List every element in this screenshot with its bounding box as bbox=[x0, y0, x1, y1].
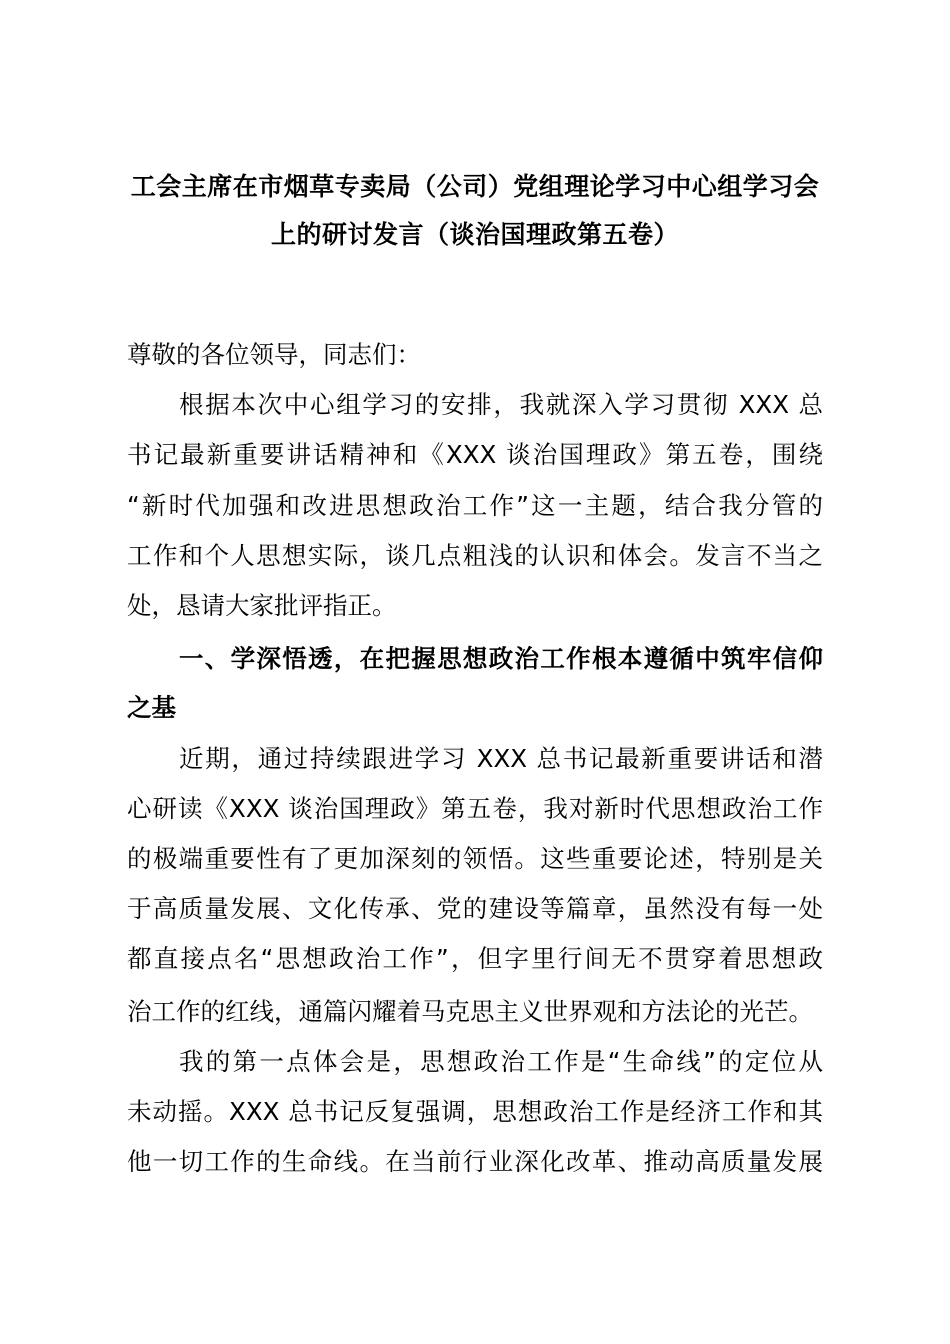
paragraph-line: 尊敬的各位领导，同志们： bbox=[127, 340, 421, 369]
paragraph-line: 于高质量发展、文化传承、党的建设等篇章，虽然没有每一处 bbox=[127, 894, 823, 923]
paragraph-line: 工作和个人思想实际，谈几点粗浅的认识和体会。发言不当之 bbox=[127, 541, 823, 570]
section-heading-line: 之基 bbox=[127, 693, 176, 722]
paragraph-line: 未动摇。XXX 总书记反复强调，思想政治工作是经济工作和其 bbox=[127, 1097, 823, 1126]
paragraph-line: 根据本次中心组学习的安排，我就深入学习贯彻 XXX 总 bbox=[179, 390, 823, 419]
paragraph-line: 心研读《XXX 谈治国理政》第五卷，我对新时代思想政治工作 bbox=[127, 794, 823, 823]
paragraph-line: 近期，通过持续跟进学习 XXX 总书记最新重要讲话和潜 bbox=[179, 744, 823, 773]
document-title-line-1: 工会主席在市烟草专卖局（公司）党组理论学习中心组学习会 bbox=[130, 172, 820, 201]
paragraph-line: 治工作的红线，通篇闪耀着马克思主义世界观和方法论的光芒。 bbox=[127, 997, 813, 1026]
paragraph-line: 书记最新重要讲话精神和《XXX 谈治国理政》第五卷，围绕 bbox=[127, 440, 823, 469]
paragraph-line: 他一切工作的生命线。在当前行业深化改革、推动高质量发展 bbox=[127, 1147, 823, 1176]
document-title-line-2: 上的研讨发言（谈治国理政第五卷） bbox=[270, 220, 679, 249]
paragraph-line: “新时代加强和改进思想政治工作”这一主题，结合我分管的 bbox=[127, 491, 823, 520]
paragraph-line: 我的第一点体会是，思想政治工作是“生命线”的定位从 bbox=[179, 1047, 823, 1076]
paragraph-line: 的极端重要性有了更加深刻的领悟。这些重要论述，特别是关 bbox=[127, 844, 823, 873]
paragraph-line: 都直接点名“思想政治工作”，但字里行间无不贯穿着思想政 bbox=[127, 944, 823, 973]
section-heading-line: 一、学深悟透，在把握思想政治工作根本遵循中筑牢信仰 bbox=[179, 644, 823, 673]
paragraph-line: 处，恳请大家批评指正。 bbox=[127, 591, 397, 620]
